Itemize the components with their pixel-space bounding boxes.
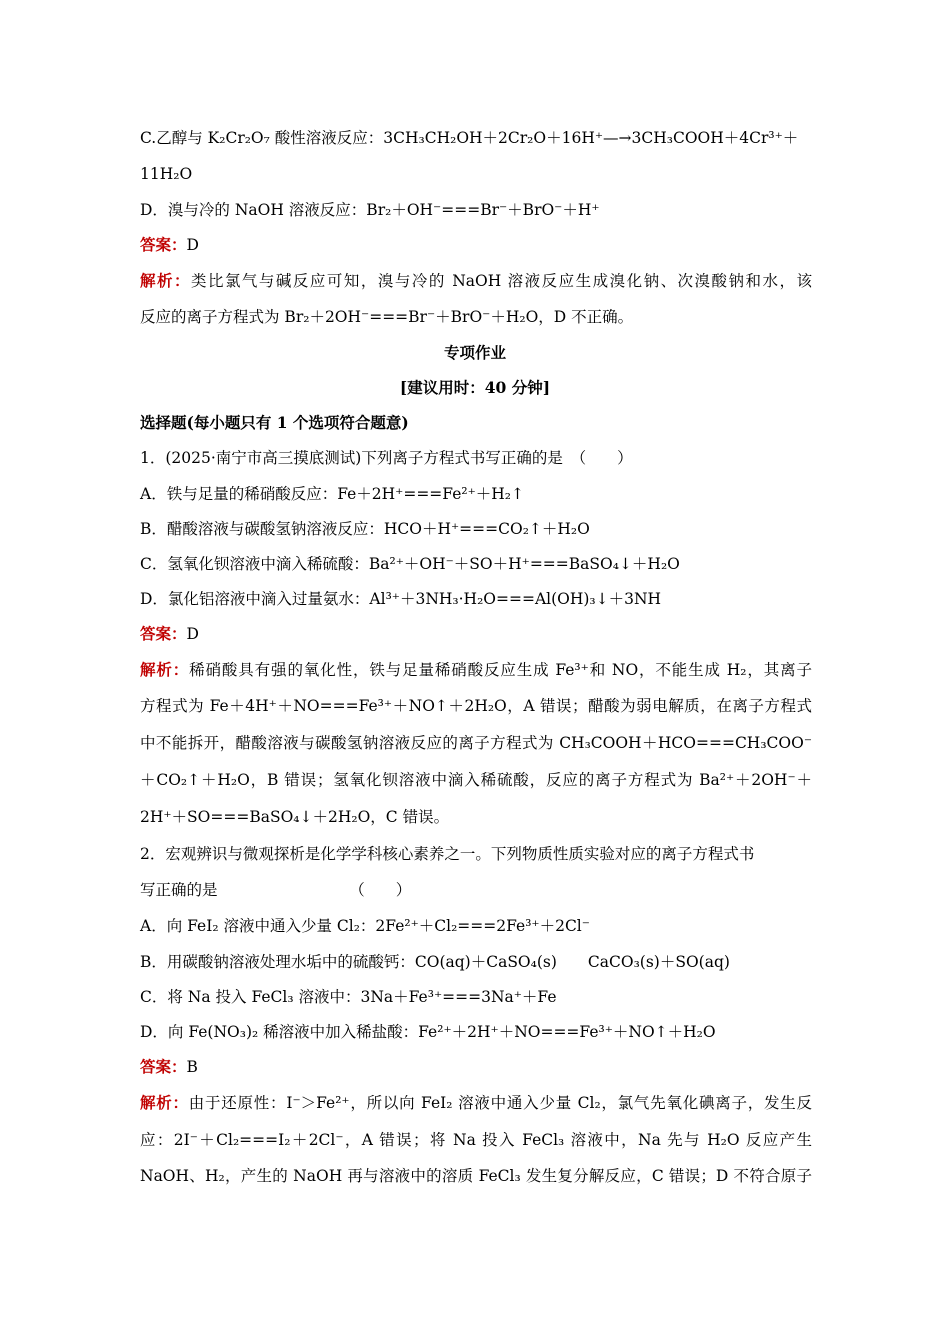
answer-label: 答案： <box>140 235 187 254</box>
text-line: C.乙醇与 K₂Cr₂O₇ 酸性溶液反应：3CH₃CH₂OH＋2Cr₂O＋16H⁺—→3CH₃COOH＋4Cr³⁺＋ <box>140 129 799 147</box>
option-b: B．醋酸溶液与碳酸氢钠溶液反应：HCO＋H⁺===CO₂↑＋H₂O <box>140 520 590 538</box>
option-d: D．氯化铝溶液中滴入过量氨水：Al³⁺＋3NH₃·H₂O===Al(OH)₃↓＋3NH <box>140 590 662 608</box>
question-1: 1．(2025·南宁市高三摸底测试)下列离子方程式书写正确的是 （ ） <box>140 449 633 467</box>
question-2: 2．宏观辨识与微观探析是化学学科核心素养之一。下列物质性质实验对应的离子方程式书 <box>140 845 755 863</box>
answer-label: 答案： <box>140 624 187 643</box>
text-line: ＋CO₂↑＋H₂O，B 错误；氢氧化钡溶液中滴入稀硫酸，反应的离子方程式为 Ba²⁺＋2OH⁻＋ <box>140 771 812 789</box>
analysis-label: 解析： <box>140 271 191 290</box>
analysis-text: 稀硝酸具有强的氧化性，铁与足量稀硝酸反应生成 Fe³⁺和 NO，不能生成 H₂，其离子 <box>189 661 812 679</box>
text-line: 应：2I⁻＋Cl₂===I₂＋2Cl⁻，A 错误；将 Na 投入 FeCl₃ 溶液中，Na 先与 H₂O 反应产生 <box>140 1131 812 1149</box>
analysis-line <box>140 270 812 292</box>
option-c: C．氢氧化钡溶液中滴入稀硫酸：Ba²⁺＋OH⁻＋SO＋H⁺===BaSO₄↓＋H₂O <box>140 555 680 573</box>
question-type-heading: 选择题(每小题只有 1 个选项符合题意) <box>140 413 409 432</box>
analysis-label: 解析： <box>140 1093 189 1112</box>
option-d: D．向 Fe(NO₃)₂ 稀溶液中加入稀盐酸：Fe²⁺＋2H⁺＋NO===Fe³⁺＋NO↑＋H₂O <box>140 1023 716 1041</box>
answer-line <box>140 1056 812 1078</box>
text-line: 方程式为 Fe＋4H⁺＋NO===Fe³⁺＋NO↑＋2H₂O，A 错误；醋酸为弱电解质，在离子方程式 <box>140 697 812 715</box>
answer-value: D <box>186 236 199 254</box>
answer-line <box>140 234 812 256</box>
analysis-text: 由于还原性：I⁻＞Fe²⁺，所以向 FeI₂ 溶液中通入少量 Cl₂，氯气先氧化碘离子，发生反 <box>188 1094 812 1112</box>
text-line: 11H₂O <box>140 165 193 183</box>
suggested-time: [建议用时：40 分钟] <box>399 378 551 397</box>
text-line: D．溴与冷的 NaOH 溶液反应：Br₂＋OH⁻===Br⁻＋BrO⁻＋H⁺ <box>140 201 600 219</box>
text-line: 中不能拆开，醋酸溶液与碳酸氢钠溶液反应的离子方程式为 CH₃COOH＋HCO===CH₃COO⁻ <box>140 734 812 752</box>
text-line: 2H⁺＋SO===BaSO₄↓＋2H₂O，C 错误。 <box>140 808 450 826</box>
answer-label: 答案： <box>140 1057 187 1076</box>
option-c: C．将 Na 投入 FeCl₃ 溶液中：3Na＋Fe³⁺===3Na⁺＋Fe <box>140 988 557 1006</box>
text-line: NaOH、H₂，产生的 NaOH 再与溶液中的溶质 FeCl₃ 发生复分解反应，C 错误；D 不符合原子 <box>140 1167 812 1185</box>
text-line: 写正确的是 （ ） <box>140 881 412 899</box>
text-line: 反应的离子方程式为 Br₂＋2OH⁻===Br⁻＋BrO⁻＋H₂O，D 不正确。 <box>140 308 634 326</box>
answer-value: B <box>186 1058 198 1076</box>
answer-line <box>140 623 812 645</box>
option-a: A．铁与足量的稀硝酸反应：Fe＋2H⁺===Fe²⁺＋H₂↑ <box>140 485 524 503</box>
analysis-line <box>140 659 812 681</box>
option-a: A．向 FeI₂ 溶液中通入少量 Cl₂：2Fe²⁺＋Cl₂===2Fe³⁺＋2Cl⁻ <box>140 917 590 935</box>
section-title: 专项作业 <box>443 343 506 362</box>
analysis-label: 解析： <box>140 660 190 679</box>
option-b: B．用碳酸钠溶液处理水垢中的硫酸钙：CO(aq)＋CaSO₄(s) CaCO₃(s)＋SO(aq) <box>140 953 730 971</box>
analysis-line <box>140 1092 812 1114</box>
analysis-text: 类比氯气与碱反应可知，溴与冷的 NaOH 溶液反应生成溴化钠、次溴酸钠和水，该 <box>190 272 812 290</box>
answer-value: D <box>186 625 199 643</box>
